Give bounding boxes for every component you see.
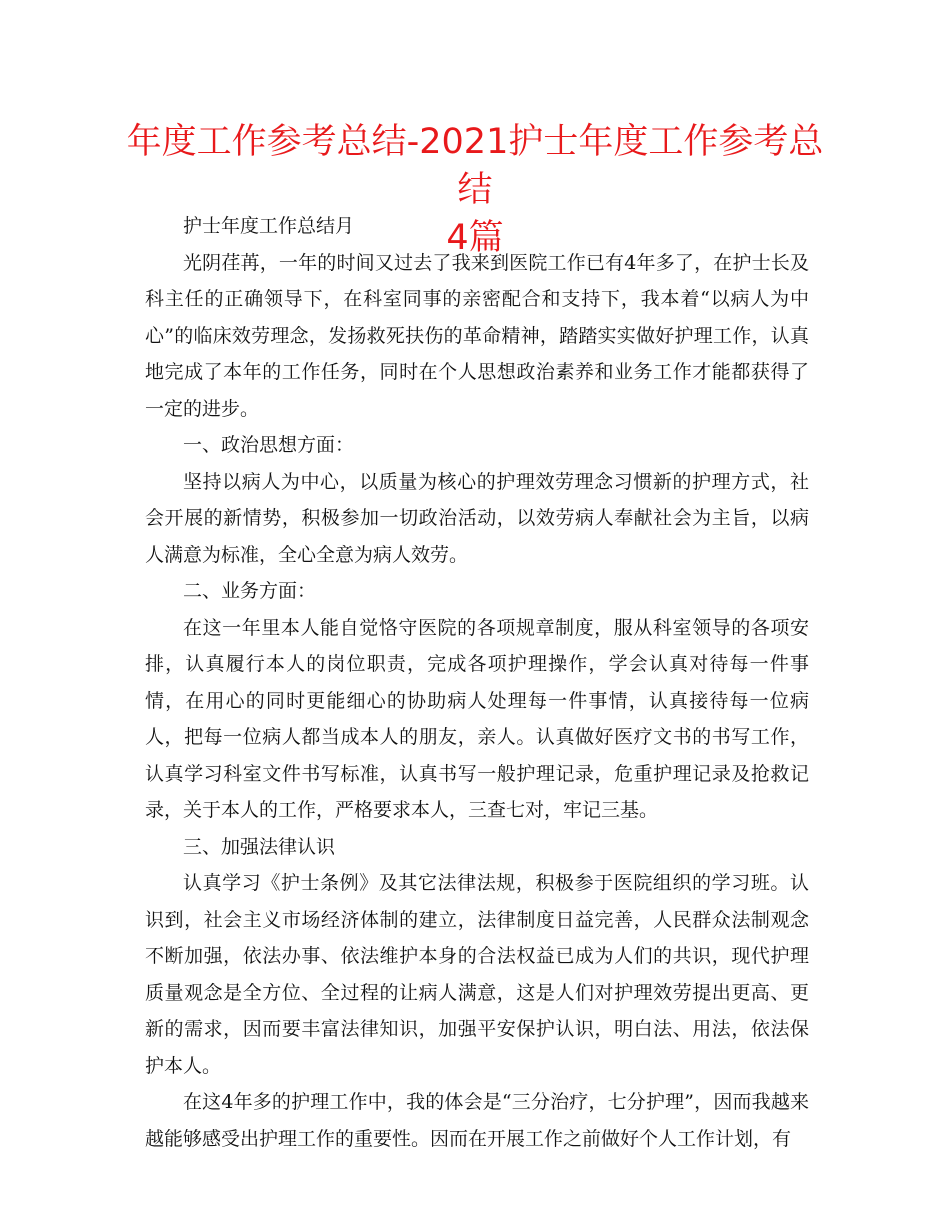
- politics-paragraph: 坚持以病人为中心，以质量为核心的护理效劳理念习惯新的护理方式，社会开展的新情势，积极参加一切政治活动，以效劳病人奉献社会为主旨，以病人满意为标准，全心全意为病人效劳。: [145, 470, 809, 566]
- section-heading-politics: 一、政治思想方面：: [183, 434, 355, 456]
- document-body: [145, 208, 809, 1157]
- subtitle-paragraph: 护士年度工作总结月: [183, 215, 355, 237]
- experience-paragraph: 在这4年多的护理工作中，我的体会是“三分治疗，七分护理”，因而我越来越能够感受出护理工作的重要性。因而在开展工作之前做好个人工作计划，有: [145, 1091, 809, 1150]
- section-heading-law: 三、加强法律认识: [183, 835, 336, 858]
- title-line-2: 4篇: [446, 218, 504, 258]
- title-line-1: 年度工作参考总结-2021护士年度工作参考总结: [126, 122, 824, 210]
- business-paragraph: 在这一年里本人能自觉恪守医院的各项规章制度，服从科室领导的各项安排，认真履行本人的岗位职责，完成各项护理操作，学会认真对待每一件事情，在用心的同时更能细心的协助病人处理每一件事情，认真接待每一位病人，把每一位病人都当成本人的朋友，亲人。认真做好医疗文书的书写工作，认真学习科室文件书写标准，认真书写一般护理记录，危重护理记录及抢救记录，关于本人的工作，严格要求本人，三查七对，牢记三基。: [145, 616, 809, 821]
- section-heading-business: 二、业务方面：: [183, 580, 317, 602]
- law-paragraph: 认真学习《护士条例》及其它法律法规，积极参于医院组织的学习班。认识到，社会主义市场经济体制的建立，法律制度日益完善，人民群众法制观念不断加强，依法办事、依法维护本身的合法权益已成为人们的共识，现代护理质量观念是全方位、全过程的让病人满意，这是人们对护理效劳提出更高、更新的需求，因而要丰富法律知识，加强平安保护认识，明白法、用法，依法保护本人。: [145, 872, 809, 1077]
- intro-paragraph: 光阴荏苒，一年的时间又过去了我来到医院工作已有4年多了，在护士长及科主任的正确领导下，在科室同事的亲密配合和支持下，我本着“以病人为中心”的临床效劳理念，发扬救死扶伤的革命精神，踏踏实实做好护理工作，认真地完成了本年的工作任务，同时在个人思想政治素养和业务工作才能都获得了一定的进步。: [145, 251, 809, 420]
